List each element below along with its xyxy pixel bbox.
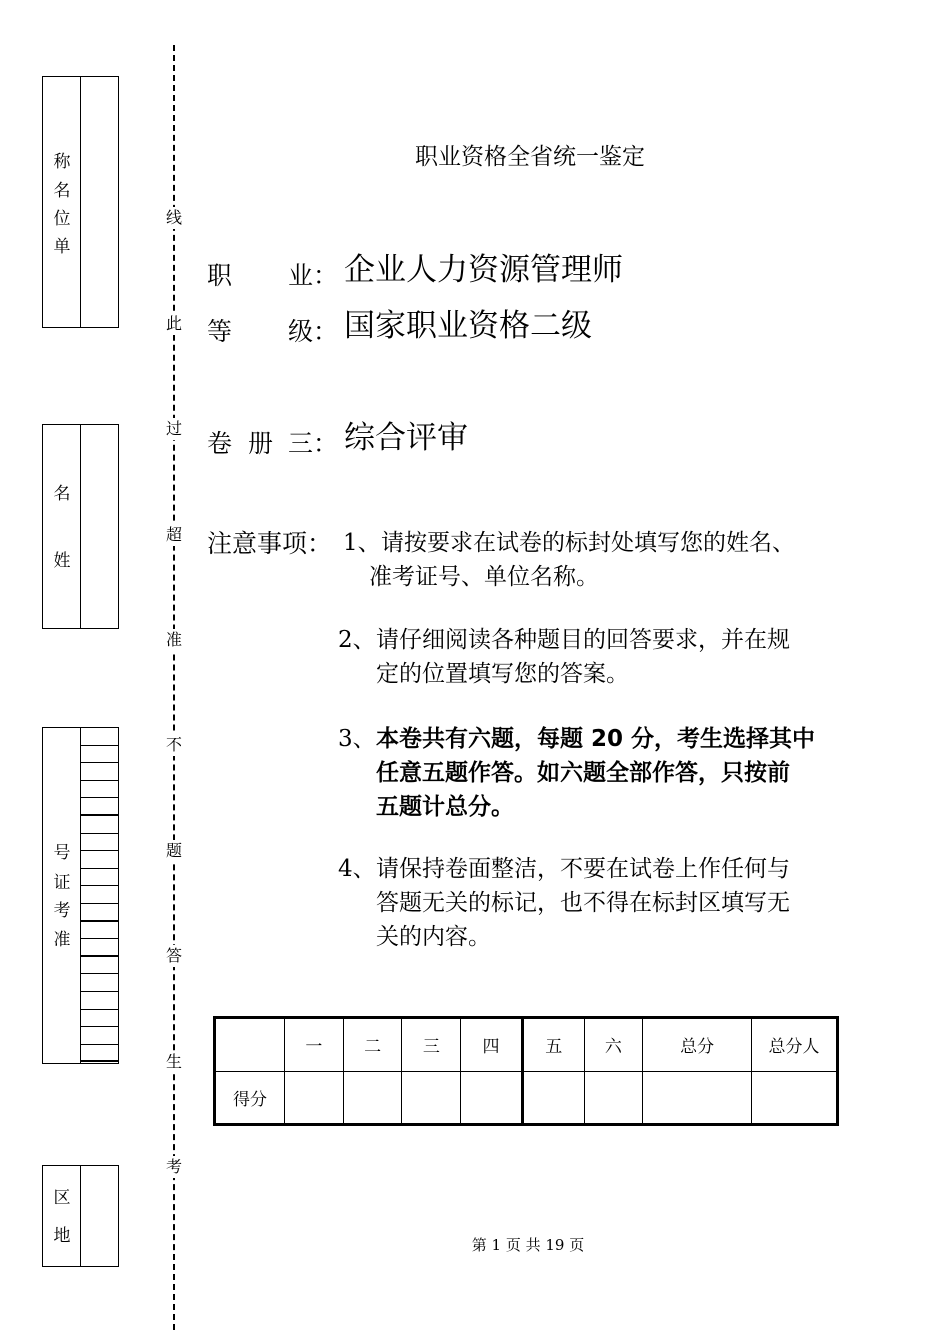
score-input-cell[interactable] (584, 1071, 643, 1125)
note-line: 本卷共有六题，每题 20 分，考生选择其中 (376, 726, 816, 752)
note-item (343, 526, 863, 594)
volume-label: 册 (248, 429, 274, 458)
candidate-name-box[interactable] (42, 424, 119, 629)
volume-value: 综合评审 (344, 420, 468, 456)
cut-line-char: 线 (163, 207, 185, 229)
score-input-cell[interactable] (643, 1071, 752, 1125)
note-number: 1、 (343, 530, 381, 556)
note-line: 请按要求在试卷的标封处填写您的姓名、 (381, 530, 795, 556)
unit-label-char: 名 (53, 181, 71, 201)
score-table-header-row (215, 1018, 838, 1072)
cut-line-char: 生 (163, 1051, 185, 1073)
occupation-label: 职 (207, 261, 233, 290)
score-input-cell[interactable] (343, 1071, 402, 1125)
score-input-cell[interactable] (285, 1071, 344, 1125)
cut-line-char: 不 (163, 734, 185, 756)
score-input-cell[interactable] (752, 1071, 838, 1125)
name-label-char: 姓 (53, 551, 71, 571)
unit-label-char: 位 (53, 209, 71, 229)
cut-line-char: 过 (163, 418, 185, 440)
score-row-label: 得分 (215, 1071, 285, 1125)
cut-line-char: 答 (163, 945, 185, 967)
exam-label-char: 考 (53, 901, 71, 921)
header-cell: 总分 (643, 1018, 752, 1072)
note-line: 准考证号、单位名称。 (369, 564, 599, 590)
header-cell (215, 1018, 285, 1072)
cut-line-char: 考 (163, 1156, 185, 1178)
volume-label: 三： (288, 429, 339, 458)
area-label-char: 区 (53, 1188, 71, 1208)
header-cell: 一 (285, 1018, 344, 1072)
header-cell: 五 (522, 1018, 584, 1072)
note-line: 答题无关的标记，也不得在标封区填写无 (376, 890, 790, 916)
note-line: 定的位置填写您的答案。 (376, 661, 629, 687)
note-line: 任意五题作答。如六题全部作答，只按前 (376, 760, 790, 786)
note-item (338, 852, 858, 954)
score-input-cell[interactable] (461, 1071, 523, 1125)
note-line: 请仔细阅读各种题目的回答要求，并在规 (376, 627, 790, 653)
level-value: 国家职业资格二级 (344, 308, 592, 344)
page-footer: 第 1 页 共 19 页 (471, 1236, 585, 1254)
cut-line-char: 此 (163, 313, 185, 335)
note-item (338, 623, 858, 691)
note-line: 关的内容。 (376, 924, 491, 950)
score-input-cell[interactable] (522, 1071, 584, 1125)
exam-label-char: 证 (53, 873, 71, 893)
exam-label-char: 号 (53, 843, 71, 863)
exam-number-box[interactable] (42, 727, 119, 1064)
note-number: 4、 (338, 856, 376, 882)
header-cell: 总分人 (752, 1018, 838, 1072)
occupation-label: 业： (288, 261, 339, 290)
cut-line (173, 45, 175, 1330)
level-label: 等 (207, 317, 233, 346)
exam-number-cells (81, 728, 118, 1063)
cut-line-char: 准 (163, 629, 185, 651)
unit-label-char: 称 (53, 152, 71, 172)
cut-line-char: 题 (163, 840, 185, 862)
score-input-cell[interactable] (402, 1071, 461, 1125)
note-item-rule (338, 722, 858, 824)
page-title: 职业资格全省统一鉴定 (415, 144, 645, 170)
score-table (213, 1016, 839, 1126)
note-number: 3、 (338, 726, 376, 752)
area-label-char: 地 (53, 1226, 71, 1246)
header-cell: 四 (461, 1018, 523, 1072)
notes-heading: 注意事项： (207, 529, 333, 558)
unit-label-char: 单 (53, 237, 71, 257)
unit-name-box[interactable] (42, 76, 119, 328)
header-cell: 三 (402, 1018, 461, 1072)
note-line: 请保持卷面整洁，不要在试卷上作任何与 (376, 856, 790, 882)
score-table-score-row (215, 1071, 838, 1125)
name-label-char: 名 (53, 484, 71, 504)
header-cell: 二 (343, 1018, 402, 1072)
note-line: 五题计总分。 (376, 794, 514, 820)
exam-label-char: 准 (53, 930, 71, 950)
level-label: 级： (288, 317, 339, 346)
header-cell: 六 (584, 1018, 643, 1072)
volume-label: 卷 (207, 429, 233, 458)
box-divider (80, 425, 81, 628)
note-number: 2、 (338, 627, 376, 653)
occupation-value: 企业人力资源管理师 (344, 252, 623, 288)
cut-line-char: 超 (163, 524, 185, 546)
